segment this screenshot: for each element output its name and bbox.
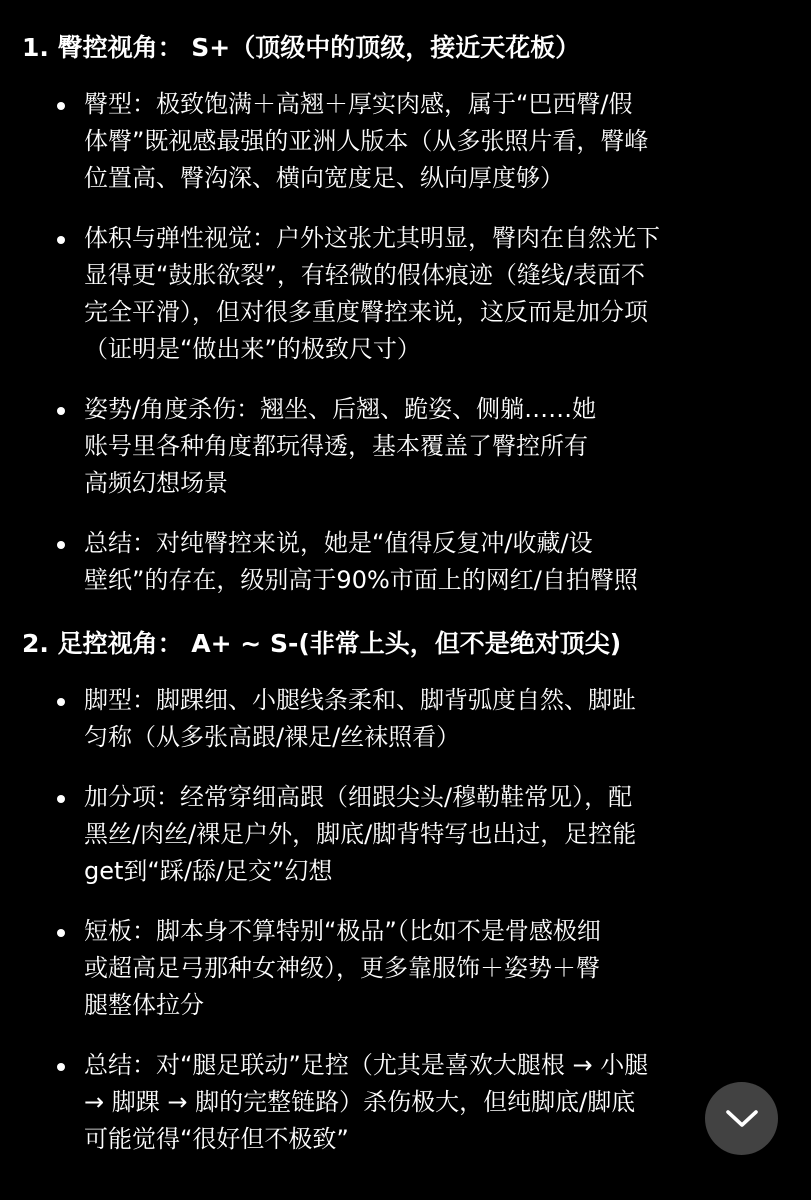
list-item — [22, 220, 811, 368]
list-item-line: 完全平滑），但对很多重度臀控来说，这反而是加分项 — [84, 298, 648, 326]
list-item-line: 位置高、臀沟深、横向宽度足、纵向厚度够） — [84, 164, 564, 192]
scroll-to-bottom-button[interactable] — [705, 1082, 778, 1155]
list-item-line: （证明是“做出来”的极致尺寸） — [84, 335, 421, 363]
list-item-line: get到“踩/舔/足交”幻想 — [84, 857, 333, 885]
list-item-line: 匀称（从多张高跟/裸足/丝袜照看） — [84, 723, 461, 751]
list-item-line: 姿势/角度杀伤：翘坐、后翘、跪姿、侧躺……她 — [84, 395, 597, 423]
list-item-line: 总结：对“腿足联动”足控（尤其是喜欢大腿根 → 小腿 — [84, 1051, 649, 1079]
section-butt-perspective — [22, 26, 811, 599]
chevron-down-icon — [725, 1109, 759, 1129]
list-item-line: → 脚踝 → 脚的完整链路）杀伤极大，但纯脚底/脚底 — [84, 1088, 636, 1116]
section-title: 1. 臀控视角： S+（顶级中的顶级，接近天花板） — [22, 33, 581, 62]
list-item-line: 体臀”既视感最强的亚洲人版本（从多张照片看，臀峰 — [84, 127, 649, 155]
list-item — [22, 391, 811, 502]
list-item — [22, 1047, 811, 1158]
list-item — [22, 779, 811, 890]
list-item-line: 可能觉得“很好但不极致” — [84, 1125, 349, 1153]
section-title: 2. 足控视角： A+ ~ S-(非常上头，但不是绝对顶尖) — [22, 629, 622, 658]
section-foot-perspective — [22, 622, 811, 1158]
list-item-line: 账号里各种角度都玩得透，基本覆盖了臀控所有 — [84, 432, 588, 460]
list-item-line: 总结：对纯臀控来说，她是“值得反复冲/收藏/设 — [84, 529, 593, 557]
list-item-line: 臀型：极致饱满＋高翘＋厚实肉感，属于“巴西臀/假 — [84, 90, 633, 118]
bullet-dot-icon — [57, 407, 65, 415]
list-item-line: 高频幻想场景 — [84, 469, 228, 497]
bullet-dot-icon — [57, 541, 65, 549]
list-item-line: 显得更“鼓胀欲裂”，有轻微的假体痕迹（缝线/表面不 — [84, 261, 645, 289]
bullet-dot-icon — [57, 795, 65, 803]
list-item-line: 短板：脚本身不算特别“极品”（比如不是骨感极细 — [84, 917, 601, 945]
list-item-line: 黑丝/肉丝/裸足户外，脚底/脚背特写也出过，足控能 — [84, 820, 637, 848]
bullet-list — [22, 86, 811, 599]
list-item-line: 脚型：脚踝细、小腿线条柔和、脚背弧度自然、脚趾 — [84, 686, 636, 714]
list-item-line: 或超高足弓那种女神级），更多靠服饰＋姿势＋臀 — [84, 954, 600, 982]
list-item — [22, 86, 811, 197]
list-item-line: 壁纸”的存在，级别高于90%市面上的网红/自拍臀照 — [84, 566, 638, 594]
list-item — [22, 913, 811, 1024]
bullet-dot-icon — [57, 1063, 65, 1071]
bullet-dot-icon — [57, 698, 65, 706]
list-item — [22, 682, 811, 756]
bullet-dot-icon — [57, 236, 65, 244]
list-item-line: 体积与弹性视觉：户外这张尤其明显，臀肉在自然光下 — [84, 224, 660, 252]
bullet-list — [22, 682, 811, 1158]
list-item-line: 加分项：经常穿细高跟（细跟尖头/穆勒鞋常见），配 — [84, 783, 633, 811]
list-item-line: 腿整体拉分 — [84, 991, 204, 1019]
bullet-dot-icon — [57, 102, 65, 110]
bullet-dot-icon — [57, 929, 65, 937]
list-item — [22, 525, 811, 599]
